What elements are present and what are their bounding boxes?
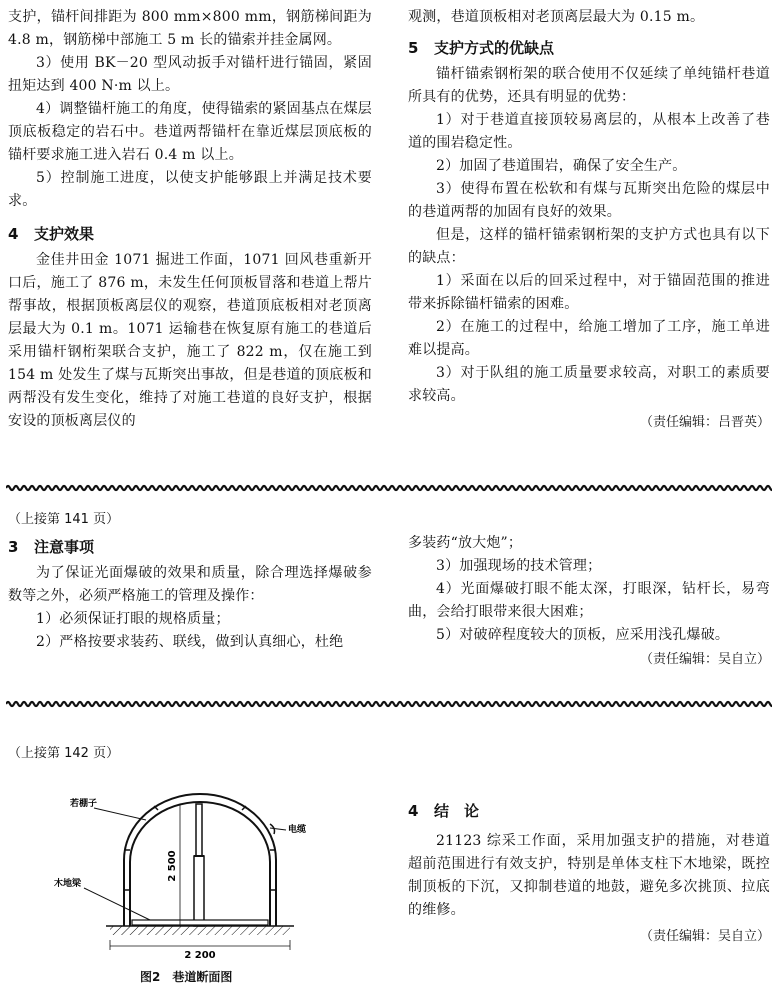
label-right: 电缆 xyxy=(288,825,307,835)
central-prop-lower xyxy=(194,856,204,926)
dim-width: 2 200 xyxy=(184,950,216,960)
paragraph: 观测，巷道顶板相对老顶离层最大为 0.15 m。 xyxy=(408,9,705,25)
paragraph: 锚杆锚索钢桁架的联合使用不仅延续了单纯锚杆巷道所具有的优势，还具有明显的优势： xyxy=(408,66,770,105)
continued-from-note: （上接第 142 页） xyxy=(8,746,120,761)
top-left-column xyxy=(8,6,372,433)
editor-note: （责任编辑：吴自立） xyxy=(639,929,770,944)
leader-line-top xyxy=(94,808,146,820)
paragraph: 21123 综采工作面，采用加强支护的措施，对巷道超前范围进行有效支护，特别是单体支柱下木地梁，既控制顶板的下沉，又抑制巷道的地鼓，避免多次挑顶、拉底的维修。 xyxy=(408,833,770,918)
paragraph: 2）加固了巷道围岩，确保了安全生产。 xyxy=(436,158,687,174)
wavy-divider xyxy=(6,483,772,493)
continued-from-note: （上接第 141 页） xyxy=(8,512,120,527)
paragraph: 支护，锚杆间排距为 800 mm×800 mm，钢筋梯间距为 4.8 m，钢筋梯中部施工 5 m 长的锚索并挂金属网。 xyxy=(8,9,372,48)
floor-hatch xyxy=(110,926,290,935)
paragraph: 1）必须保证打眼的规格质量； xyxy=(36,611,230,627)
bottom-right-column xyxy=(408,796,770,950)
cable xyxy=(270,824,275,834)
wooden-floor-beam xyxy=(132,920,268,925)
tunnel-cross-section-figure xyxy=(54,790,354,960)
paragraph: 3）对于队组的施工质量要求较高，对职工的素质要求较高。 xyxy=(408,365,770,404)
bottom-left-column xyxy=(8,742,372,766)
paragraph: 5）对破碎程度较大的顶板，应采用浅孔爆破。 xyxy=(436,627,730,643)
section-heading xyxy=(408,796,770,826)
section-title: 注意事项 xyxy=(34,538,95,556)
section-heading xyxy=(408,33,770,63)
paragraph: 多装药“放大炮”； xyxy=(408,535,523,551)
wavy-divider xyxy=(6,699,772,709)
top-right-column xyxy=(408,6,770,436)
section-number: 4 xyxy=(8,225,19,243)
section-number: 5 xyxy=(408,39,419,57)
editor-note: （责任编辑：吴自立） xyxy=(639,652,770,667)
paragraph: 4）光面爆破打眼不能太深，打眼深，钻杆长，易弯曲，会给打眼带来很大困难； xyxy=(408,581,770,620)
paragraph: 2）严格按要求装药、联线，做到认真细心，杜绝 xyxy=(36,634,344,650)
wavy-divider-line xyxy=(6,702,772,706)
paragraph: 4）调整锚杆施工的角度，使得锚索的紧固基点在煤层顶底板稳定的岩石中。巷道两帮锚杆在靠近煤层顶底板的锚杆要求施工进入岩石 0.4 m 以上。 xyxy=(8,101,372,163)
section-number: 3 xyxy=(8,538,19,556)
section-heading xyxy=(8,219,372,249)
section-title: 支护效果 xyxy=(34,225,95,243)
paragraph: 1）采面在以后的回采过程中，对于锚固范围的推进带来拆除锚杆锚索的困难。 xyxy=(408,273,770,312)
paragraph: 金佳井田金 1071 掘进工作面，1071 回风巷重新开口后，施工了 876 m，未发生任何顶板冒落和巷道上帮片帮事故，根据顶板离层仪的观察，巷道顶底板相对老顶离层最大为 0.1 m。1071 运输巷在恢复原有施工的巷道后采用锚杆钢桁架联合支护，施工了 822 m，仅在施工到 154 m 处发生了煤与瓦斯突出事故，但是巷道的顶底板和两帮没有发生变化，维持了对施工巷道的良好支护，根据安设的顶板离层仪的 xyxy=(8,252,372,429)
paragraph: 3）使用 BK－20 型风动扳手对锚杆进行锚固，紧固扭矩达到 400 N·m 以上。 xyxy=(8,55,372,94)
section-heading xyxy=(8,532,372,562)
editor-note: （责任编辑：吕晋英） xyxy=(639,415,770,430)
label-top: 若棚子 xyxy=(70,799,98,809)
middle-left-column xyxy=(8,508,372,654)
paragraph: 1）对于巷道直接顶较易离层的，从根本上改善了巷道的围岩稳定性。 xyxy=(408,112,770,151)
paragraph: 3）加强现场的技术管理； xyxy=(436,558,602,574)
section-title: 结 论 xyxy=(434,802,480,820)
dim-height: 2 500 xyxy=(167,850,178,882)
paragraph: 5）控制施工进度，以使支护能够跟上并满足技术要求。 xyxy=(8,170,372,209)
paragraph: 2）在施工的过程中，给施工增加了工序，施工单进难以提高。 xyxy=(408,319,770,358)
leader-line-right xyxy=(270,828,286,830)
paragraph: 3）使得布置在松软和有煤与瓦斯突出危险的煤层中的巷道两帮的加固有良好的效果。 xyxy=(408,181,770,220)
figure-caption: 图2 巷道断面图 xyxy=(140,970,233,984)
leader-line-left xyxy=(84,888,150,920)
paragraph: 为了保证光面爆破的效果和质量，除合理选择爆破参数等之外，必须严格施工的管理及操作： xyxy=(8,565,372,604)
middle-right-column xyxy=(408,532,770,673)
central-prop-upper xyxy=(196,804,202,856)
label-left: 木地梁 xyxy=(54,879,82,889)
section-number: 4 xyxy=(408,802,419,820)
paragraph: 但是，这样的锚杆锚索钢桁架的支护方式也具有以下的缺点： xyxy=(408,227,770,266)
wavy-divider-line xyxy=(6,486,772,490)
section-title: 支护方式的优缺点 xyxy=(434,39,555,57)
